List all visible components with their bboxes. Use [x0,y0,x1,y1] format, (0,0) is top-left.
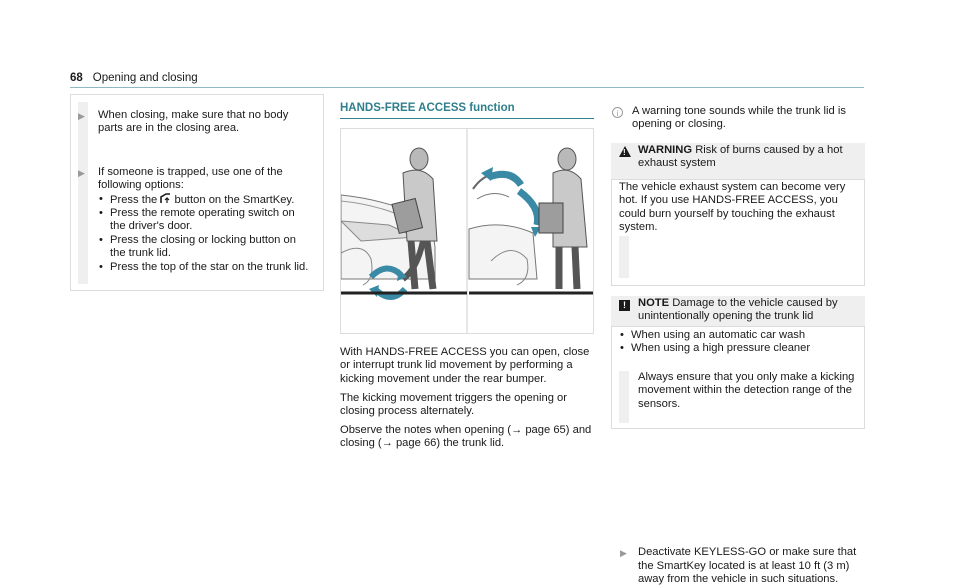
step-arrow-icon: ▶ [620,548,627,559]
warning-label: WARNING [638,144,693,156]
step-text: When closing, make sure that no body parts are in the closing area. [98,109,289,135]
note-icon: ! [619,300,630,311]
hands-free-desc: With HANDS-FREE ACCESS you can open, close or interrupt trunk lid movement by performing a kicking movement under the rear bumper. [340,346,590,385]
header-rule [70,87,864,88]
observe-notes-desc: Observe the notes when opening (→ page 65) and closing (→ page 66) the trunk lid. [340,424,592,450]
steps-side-bar [78,102,88,284]
warning-icon: ! [619,146,631,157]
step-text: If someone is trapped, use one of the following options: [98,165,283,192]
section-rule [340,118,594,119]
trapped-options-list [98,193,312,274]
option-driver-door: • Press the remote operating switch on the driver's door. [98,207,312,234]
note-pressure-cleaner: • When using a high pressure cleaner [619,342,855,355]
step-text: Deactivate KEYLESS-GO or make sure that the SmartKey located is at least 10 ft (3 m) away from the vehicle in such situations. [638,546,857,586]
warning-heading [638,144,860,171]
kick-gesture-figure [341,129,593,333]
note-heading [638,297,860,324]
warning-body: The vehicle exhaust system can become very hot. If you use HANDS-FREE ACCESS, you could burn yourself by touching the exhaust system. [619,181,846,234]
kick-trigger-desc: The kicking movement triggers the opening or closing process alternately. [340,392,567,418]
step-arrow-icon: ▶ [78,167,85,178]
hands-free-title: HANDS-FREE ACCESS function [340,102,515,114]
note-car-wash: • When using an automatic car wash [619,329,855,342]
note-head-text: Damage to the vehicle caused by unintentionally opening the trunk lid [638,297,838,323]
step-trapped [78,165,312,274]
option-text: button on the SmartKey. [174,193,295,206]
warning-step-bar [619,236,629,278]
page-header [70,72,198,85]
option-text: Press the [110,193,158,206]
step-arrow-icon: ▶ [78,111,85,121]
info-icon: i [612,107,623,118]
option-smartkey [98,193,312,207]
note-step-bar [619,371,629,423]
hands-free-illustration [340,128,594,334]
step-text: Always ensure that you only make a kicking movement within the detection range of the sensors. [638,371,855,410]
info-warning-tone: A warning tone sounds while the trunk lid is opening or closing. [632,105,846,131]
warning-head-text: Risk of burns caused by a hot exhaust system [638,144,843,170]
note-conditions-list [619,329,855,356]
page-number: 68 [70,72,83,84]
option-closing-button: • Press the closing or locking button on the trunk lid. [98,234,312,261]
option-star: • Press the top of the star on the trunk lid. [98,261,312,274]
section-title: Opening and closing [92,72,198,84]
trunk-lid-icon [160,193,171,204]
note-label: NOTE [638,297,670,309]
note-step [620,546,858,586]
step-no-body-parts [78,109,312,136]
